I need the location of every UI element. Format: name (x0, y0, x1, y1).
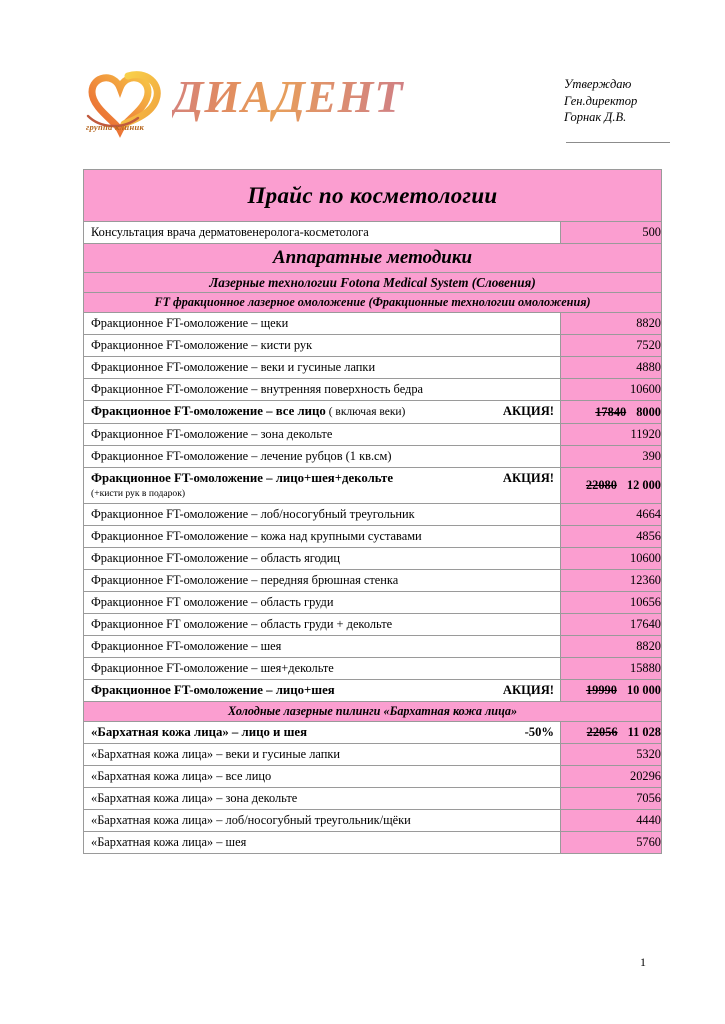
service-price: 11920 (630, 427, 661, 441)
table-row (84, 504, 662, 526)
service-name: Фракционное FT-омоложение – лечение рубцов (1 кв.см) (91, 449, 392, 463)
service-name-cell (84, 379, 560, 400)
service-price-cell (561, 379, 662, 401)
service-price: 10656 (630, 595, 661, 609)
service-price: 500 (561, 222, 662, 244)
service-price: 12 000 (626, 478, 661, 492)
service-price: 5760 (636, 835, 661, 849)
table-row (84, 810, 662, 832)
service-name: Фракционное FT-омоложение – шея+декольте (91, 661, 334, 675)
section-header-apparatus (84, 244, 662, 273)
service-price: 8820 (636, 316, 661, 330)
signature-line (566, 142, 670, 143)
service-name-cell (84, 468, 560, 486)
service-name-cell (84, 424, 560, 445)
clinic-logo (84, 64, 444, 150)
promo-badge: АКЦИЯ! (502, 683, 554, 697)
service-price: 11 028 (627, 725, 661, 739)
service-price: 7056 (636, 791, 661, 805)
table-row (84, 636, 662, 658)
service-name-cell (84, 658, 560, 679)
ft-rows-group (84, 313, 662, 702)
section-header-cold-peels (84, 702, 662, 722)
service-name: Фракционное FT-омоложение – передняя брюшная стенка (91, 573, 399, 587)
service-name-cell (84, 313, 560, 334)
service-price-cell (561, 788, 662, 810)
service-price: 4440 (636, 813, 661, 827)
service-price: 4856 (636, 529, 661, 543)
service-name: «Бархатная кожа лица» – лоб/носогубный треугольник/щёки (91, 813, 411, 827)
service-name-cell (84, 832, 560, 853)
table-row (84, 424, 662, 446)
service-gift-note: (+кисти рук в подарок) (91, 488, 186, 499)
service-name: «Бархатная кожа лица» – зона декольте (91, 791, 298, 805)
service-name: Фракционное FT-омоложение – лицо+шея+декольте (91, 471, 394, 485)
service-price-cell (561, 658, 662, 680)
service-name: Фракционное FT-омоложение – кожа над крупными суставами (91, 529, 422, 543)
table-row (84, 658, 662, 680)
service-name-cell (84, 335, 560, 356)
service-name: Фракционное FT-омоложение – лоб/носогубный треугольник (91, 507, 415, 521)
service-price: 5320 (636, 747, 661, 761)
service-name: Фракционное FT-омоложение – область ягодиц (91, 551, 340, 565)
service-name-note: ( включая веки) (325, 406, 406, 418)
table-row (84, 592, 662, 614)
service-price: 390 (642, 449, 661, 463)
approval-block (564, 76, 714, 126)
service-price: 10600 (630, 382, 661, 396)
old-price: 22056 (586, 725, 618, 739)
service-price-cell (561, 446, 662, 468)
service-price-cell (561, 592, 662, 614)
service-price: 10600 (630, 551, 661, 565)
table-row (84, 744, 662, 766)
table-row (84, 570, 662, 592)
table-row (84, 832, 662, 854)
logo-subtitle: группа клиник (86, 122, 145, 132)
service-price-cell (561, 401, 662, 424)
promo-badge: АКЦИЯ! (502, 471, 554, 485)
service-price-cell (561, 313, 662, 335)
service-name-cell (84, 810, 560, 831)
page-number: 1 (640, 955, 646, 969)
table-row (84, 526, 662, 548)
approval-line-2: Ген.директор (564, 93, 638, 108)
service-price-cell (561, 357, 662, 379)
service-price: 15880 (630, 661, 661, 675)
table-row (84, 614, 662, 636)
approval-line-3: Горнак Д.В. (564, 110, 627, 124)
service-name: «Бархатная кожа лица» – лицо и шея (91, 725, 308, 739)
service-name-cell (84, 788, 560, 809)
service-name-cell (84, 744, 560, 765)
service-price-cell (561, 614, 662, 636)
service-name-cell (84, 766, 560, 787)
service-name-cell (84, 446, 560, 467)
service-name-cell (84, 357, 560, 378)
service-price-cell (561, 636, 662, 658)
service-price: 8820 (636, 639, 661, 653)
service-name: Фракционное FT омоложение – область груди + декольте (91, 617, 393, 631)
service-price-cell (561, 722, 662, 744)
old-price: 22080 (585, 478, 617, 492)
service-name-cell (84, 548, 560, 569)
service-name-cell (84, 570, 560, 591)
service-price-cell (561, 335, 662, 357)
service-name: «Бархатная кожа лица» – веки и гусиные лапки (91, 747, 341, 761)
price-table (83, 169, 662, 854)
service-price-cell (561, 810, 662, 832)
table-row (84, 222, 662, 244)
service-name-cell (84, 722, 560, 743)
table-row (84, 548, 662, 570)
old-price: 19990 (585, 683, 617, 697)
table-row (84, 379, 662, 401)
service-name-cell (84, 680, 560, 701)
service-name: Фракционное FT омоложение – область груди (91, 595, 334, 609)
old-price: 17840 (595, 404, 627, 419)
section-title: Аппаратные методики (84, 244, 662, 273)
approval-line-1: Утверждаю (564, 77, 632, 91)
service-price-cell (561, 832, 662, 854)
service-price: 8000 (636, 404, 661, 419)
service-price: 20296 (630, 769, 661, 783)
service-price: 4664 (636, 507, 661, 521)
section-title: FT фракционное лазерное омоложение (Фракционные технологии омоложения) (84, 293, 662, 313)
service-name: Фракционное FT-омоложение – все лицо ( включая веки) (91, 404, 406, 418)
section-title: Лазерные технологии Fotona Medical System (Словения) (84, 273, 662, 293)
table-row (84, 313, 662, 335)
cold-peel-rows-group (84, 722, 662, 854)
service-price: 10 000 (626, 683, 661, 697)
service-price: 7520 (636, 338, 661, 352)
service-price-cell (561, 424, 662, 446)
table-row (84, 468, 662, 504)
section-header-fotona (84, 273, 662, 293)
service-name-cell (84, 614, 560, 635)
table-row (84, 680, 662, 702)
service-price: 4880 (636, 360, 661, 374)
service-price-cell (561, 570, 662, 592)
service-price-cell (561, 680, 662, 702)
service-name: «Бархатная кожа лица» – все лицо (91, 769, 272, 783)
page-title: Прайс по косметологии (84, 170, 662, 222)
section-title: Холодные лазерные пилинги «Бархатная кожа лица» (84, 702, 662, 722)
logo-wordmark: ДИАДЕНТ (172, 71, 404, 122)
table-row (84, 788, 662, 810)
promo-badge: АКЦИЯ! (502, 404, 554, 418)
service-name: Фракционное FT-омоложение – шея (91, 639, 282, 653)
service-name: Фракционное FT-омоложение – зона декольте (91, 427, 333, 441)
section-header-ft-fractional (84, 293, 662, 313)
service-name: Фракционное FT-омоложение – лицо+шея (91, 683, 335, 697)
service-price-cell (561, 504, 662, 526)
service-name: Фракционное FT-омоложение – веки и гусиные лапки (91, 360, 376, 374)
service-name-cell (84, 504, 560, 525)
service-price: 12360 (630, 573, 661, 587)
table-row (84, 722, 662, 744)
service-price-cell (561, 526, 662, 548)
service-price-cell (561, 744, 662, 766)
service-name: Консультация врача дерматовенеролога-косметолога (91, 225, 369, 239)
service-name: Фракционное FT-омоложение – внутренняя поверхность бедра (91, 382, 424, 396)
table-row (84, 766, 662, 788)
document-header (0, 58, 725, 158)
service-name-cell (84, 636, 560, 657)
service-name-cell (84, 592, 560, 613)
service-price-cell (561, 468, 662, 504)
service-name: Фракционное FT-омоложение – щеки (91, 316, 289, 330)
service-name-cell (84, 401, 560, 423)
service-price: 17640 (630, 617, 661, 631)
table-title-row (84, 170, 662, 222)
table-row (84, 446, 662, 468)
table-row (84, 357, 662, 379)
table-row (84, 401, 662, 424)
promo-badge: -50% (524, 725, 554, 739)
service-price-cell (561, 766, 662, 788)
service-name: Фракционное FT-омоложение – кисти рук (91, 338, 313, 352)
service-price-cell (561, 548, 662, 570)
table-row (84, 335, 662, 357)
price-table-body (84, 170, 662, 313)
service-name: «Бархатная кожа лица» – шея (91, 835, 247, 849)
service-name-cell (84, 526, 560, 547)
